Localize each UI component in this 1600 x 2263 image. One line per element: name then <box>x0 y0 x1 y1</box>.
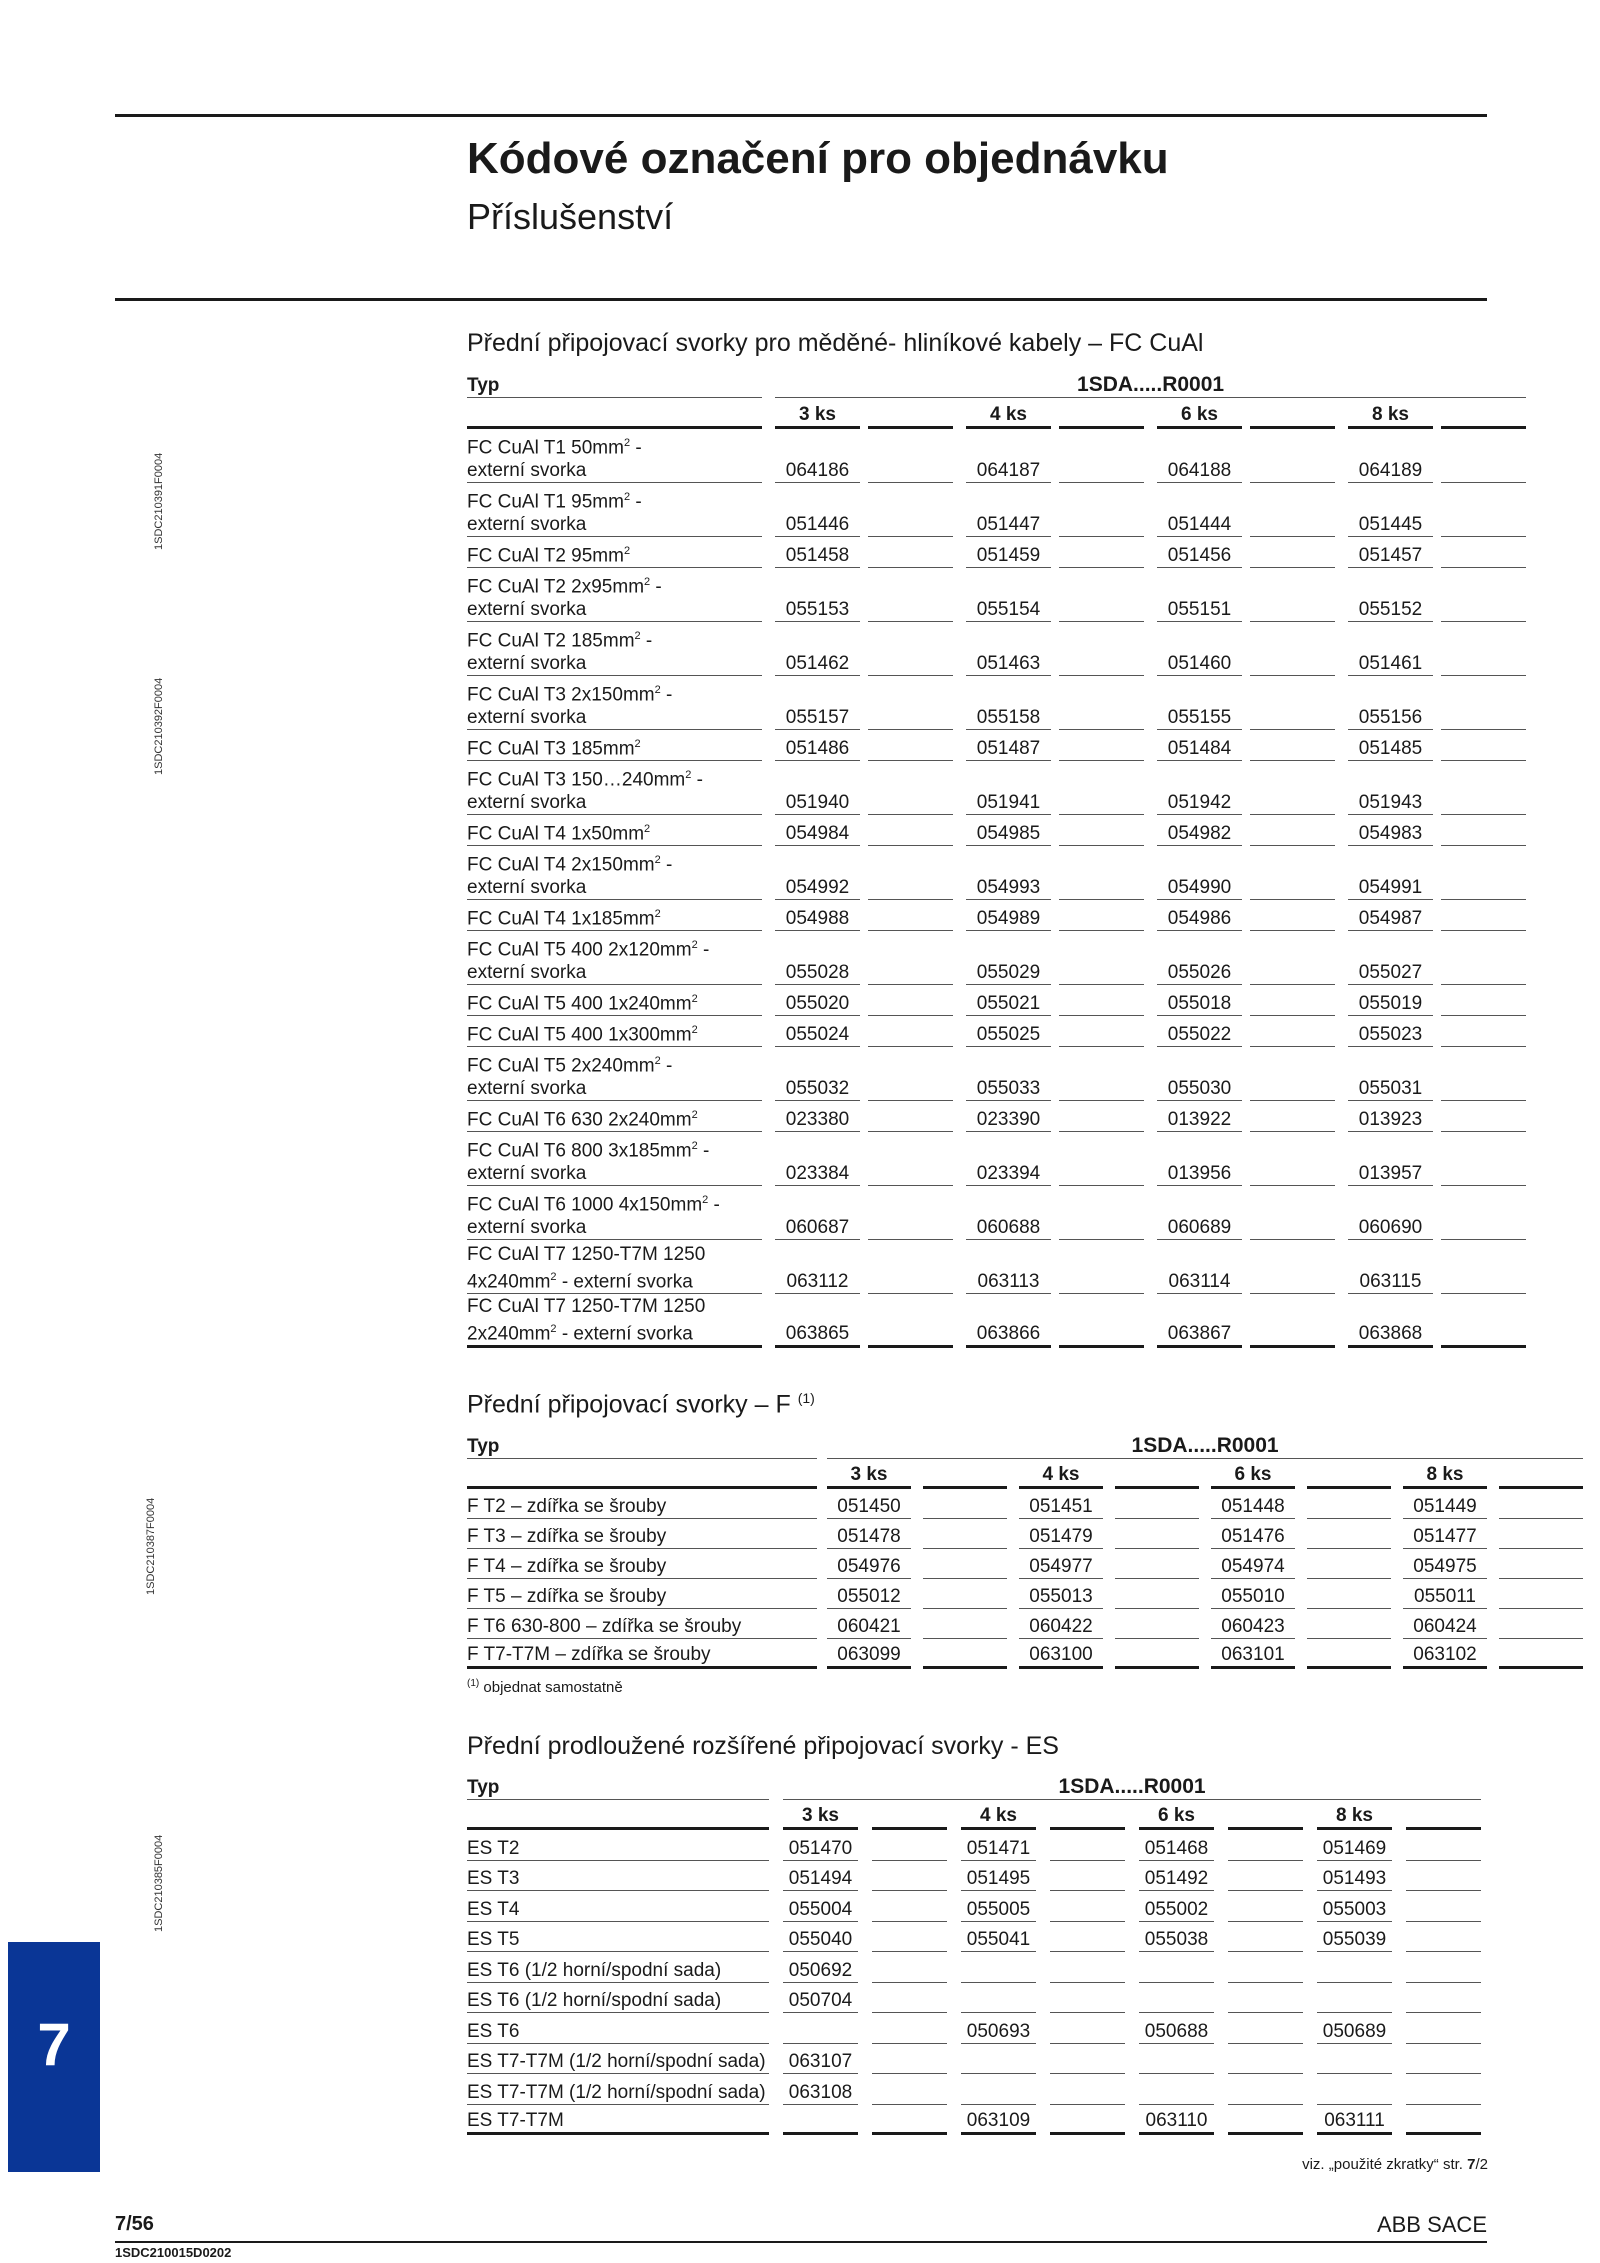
column-header-qty: 3 ks <box>783 1800 858 1830</box>
order-code: 051479 <box>1019 1519 1103 1549</box>
order-code <box>1317 1952 1392 1983</box>
order-code: 051469 <box>1317 1830 1392 1861</box>
order-code: 055158 <box>966 676 1051 730</box>
order-code: 051462 <box>775 622 860 676</box>
row-type: FC CuAl T4 $1x185mm^2$ <box>467 900 762 931</box>
order-code: 055030 <box>1157 1047 1242 1101</box>
order-code: 055018 <box>1157 985 1242 1016</box>
side-code: 1SDC210385F0004 <box>153 1834 165 1932</box>
table-row <box>467 1186 1526 1240</box>
table-row <box>467 1922 1481 1953</box>
typ-header: Typ <box>467 1770 769 1800</box>
order-code: 063107 <box>783 2044 858 2075</box>
order-code: 063868 <box>1348 1294 1433 1348</box>
order-code: 063867 <box>1157 1294 1242 1348</box>
order-code: 063102 <box>1403 1639 1487 1669</box>
order-code: 054976 <box>827 1549 911 1579</box>
order-code: 060421 <box>827 1609 911 1639</box>
table-row <box>467 622 1526 676</box>
order-code: 063865 <box>775 1294 860 1348</box>
order-code <box>961 1983 1036 2014</box>
chapter-tab-number: 7 <box>37 2011 71 2078</box>
order-code: 013957 <box>1348 1132 1433 1186</box>
order-code: 051447 <box>966 483 1051 537</box>
row-type: ES T3 <box>467 1861 769 1892</box>
row-type: ES T5 <box>467 1922 769 1953</box>
order-code: 051487 <box>966 730 1051 761</box>
row-type: FC CuAl T3 $185mm^2$ <box>467 730 762 761</box>
row-type: ES T7-T7M <box>467 2105 769 2136</box>
order-code: 051478 <box>827 1519 911 1549</box>
table-row <box>467 2105 1481 2136</box>
order-code: 023390 <box>966 1101 1051 1132</box>
section-title: Přední připojovací svorky – F $^{(1)}$ <box>467 1390 815 1419</box>
order-code: 013956 <box>1157 1132 1242 1186</box>
table-row <box>467 1579 1583 1609</box>
code-header: 1SDA.....R0001 <box>783 1770 1481 1800</box>
table-row <box>467 1891 1481 1922</box>
order-code: 054984 <box>775 815 860 846</box>
row-type: ES T7-T7M (1/2 horní/spodní sada) <box>467 2074 769 2105</box>
order-code: 055010 <box>1211 1579 1295 1609</box>
column-header-qty: 4 ks <box>1019 1459 1103 1489</box>
order-code: 055153 <box>775 568 860 622</box>
order-code: 055019 <box>1348 985 1433 1016</box>
order-code: 023384 <box>775 1132 860 1186</box>
row-type: FC CuAl T4 $1x50mm^2$ <box>467 815 762 846</box>
order-code: 055013 <box>1019 1579 1103 1609</box>
row-type: F T2 – zdířka se šrouby <box>467 1489 817 1519</box>
table-row <box>467 537 1526 568</box>
column-header-qty: 8 ks <box>1348 398 1433 429</box>
order-code <box>1317 2074 1392 2105</box>
order-code: 063111 <box>1317 2105 1392 2136</box>
order-code: 063112 <box>775 1240 860 1294</box>
order-code: 060423 <box>1211 1609 1295 1639</box>
table-row <box>467 1861 1481 1892</box>
order-code: 050692 <box>783 1952 858 1983</box>
table-row <box>467 676 1526 730</box>
order-code: 051940 <box>775 761 860 815</box>
column-header-qty: 6 ks <box>1139 1800 1214 1830</box>
page-subtitle: Příslušenství <box>467 196 674 237</box>
table-row <box>467 1016 1526 1047</box>
order-code: 055027 <box>1348 931 1433 985</box>
order-code: 055023 <box>1348 1016 1433 1047</box>
row-type: FC CuAl T5 400 $1x300mm^2$ <box>467 1016 762 1047</box>
table-row <box>467 2013 1481 2044</box>
order-code: 051445 <box>1348 483 1433 537</box>
table-row <box>467 483 1526 537</box>
order-code: 055152 <box>1348 568 1433 622</box>
order-code: 054975 <box>1403 1549 1487 1579</box>
order-code: 055002 <box>1139 1891 1214 1922</box>
order-table-fc-cual <box>467 368 1526 1348</box>
order-code: 055033 <box>966 1047 1051 1101</box>
order-code: 013922 <box>1157 1101 1242 1132</box>
page-title: Kódové označení pro objednávku <box>467 134 1169 183</box>
table-row <box>467 985 1526 1016</box>
table-row <box>467 1047 1526 1101</box>
order-code: 051444 <box>1157 483 1242 537</box>
row-type: FC CuAl T5 400 $1x240mm^2$ <box>467 985 762 1016</box>
code-header: 1SDA.....R0001 <box>827 1428 1583 1459</box>
order-code: 055040 <box>783 1922 858 1953</box>
order-code: 051494 <box>783 1861 858 1892</box>
order-code: 063114 <box>1157 1240 1242 1294</box>
order-code: 063101 <box>1211 1639 1295 1669</box>
order-code: 055154 <box>966 568 1051 622</box>
order-code: 060422 <box>1019 1609 1103 1639</box>
row-type: FC CuAl T5 $2x240mm^2$ - externí svorka <box>467 1047 762 1101</box>
order-code: 055041 <box>961 1922 1036 1953</box>
table-row <box>467 900 1526 931</box>
column-header-qty: 8 ks <box>1317 1800 1392 1830</box>
order-code <box>961 2044 1036 2075</box>
order-code: 051446 <box>775 483 860 537</box>
table-row <box>467 1132 1526 1186</box>
order-code: 051941 <box>966 761 1051 815</box>
order-code: 055012 <box>827 1579 911 1609</box>
row-type: FC CuAl T1 $95mm^2$ - externí svorka <box>467 483 762 537</box>
top-rule <box>115 114 1487 117</box>
order-table-es <box>467 1770 1481 2135</box>
order-code: 051495 <box>961 1861 1036 1892</box>
order-code <box>961 1952 1036 1983</box>
order-code: 013923 <box>1348 1101 1433 1132</box>
order-code: 055020 <box>775 985 860 1016</box>
side-code: 1SDC210392F0004 <box>153 677 165 775</box>
column-header-qty: 4 ks <box>966 398 1051 429</box>
order-code: 055004 <box>783 1891 858 1922</box>
section-title: Přední prodloužené rozšířené připojovací svorky - ES <box>467 1732 1059 1760</box>
row-type: FC CuAl T3 $150\dots 240mm^2$ - externí svorka <box>467 761 762 815</box>
order-code: 051461 <box>1348 622 1433 676</box>
order-code: 054993 <box>966 846 1051 900</box>
order-code: 055039 <box>1317 1922 1392 1953</box>
order-code: 063100 <box>1019 1639 1103 1669</box>
document-code: 1SDC210015D0202 <box>115 2245 232 2260</box>
page-number: 7/56 <box>115 2213 154 2235</box>
order-code: 064189 <box>1348 429 1433 483</box>
row-type: ES T6 (1/2 horní/spodní sada) <box>467 1983 769 2014</box>
column-header-qty: 4 ks <box>961 1800 1036 1830</box>
order-code: 050689 <box>1317 2013 1392 2044</box>
order-code: 054977 <box>1019 1549 1103 1579</box>
order-code: 051471 <box>961 1830 1036 1861</box>
table-row <box>467 1294 1526 1348</box>
order-code: 054990 <box>1157 846 1242 900</box>
row-type: ES T6 (1/2 horní/spodní sada) <box>467 1952 769 1983</box>
row-type: FC CuAl T2 $95mm^2$ <box>467 537 762 568</box>
header-bottom-rule <box>115 298 1487 301</box>
order-code: 055156 <box>1348 676 1433 730</box>
order-code: 063099 <box>827 1639 911 1669</box>
table-row <box>467 931 1526 985</box>
order-code: 051460 <box>1157 622 1242 676</box>
order-code: 051448 <box>1211 1489 1295 1519</box>
row-type: FC CuAl T7 1250-T7M 1250 $2x240mm^2$ - externí svorka <box>467 1294 762 1348</box>
row-type: F T5 – zdířka se šrouby <box>467 1579 817 1609</box>
footnote: $^{(1)}$ objednat samostatně <box>467 1678 623 1696</box>
order-code: 063109 <box>961 2105 1036 2136</box>
order-table-f <box>467 1428 1583 1669</box>
order-code: 051451 <box>1019 1489 1103 1519</box>
order-code: 054991 <box>1348 846 1433 900</box>
order-code: 051492 <box>1139 1861 1214 1892</box>
order-code: 055151 <box>1157 568 1242 622</box>
table-row <box>467 1549 1583 1579</box>
order-code <box>961 2074 1036 2105</box>
code-header: 1SDA.....R0001 <box>775 368 1526 398</box>
order-code: 054992 <box>775 846 860 900</box>
order-code: 060687 <box>775 1186 860 1240</box>
order-code: 051470 <box>783 1830 858 1861</box>
order-code: 055011 <box>1403 1579 1487 1609</box>
order-code: 051943 <box>1348 761 1433 815</box>
row-type: F T7-T7M – zdířka se šrouby <box>467 1639 817 1669</box>
order-code: 051493 <box>1317 1861 1392 1892</box>
order-code: 055005 <box>961 1891 1036 1922</box>
reference-note: viz. „použité zkratky“ str. 7/2 <box>1302 2156 1488 2173</box>
table-row <box>467 815 1526 846</box>
table-row <box>467 1101 1526 1132</box>
order-code: 055028 <box>775 931 860 985</box>
order-code: 063113 <box>966 1240 1051 1294</box>
table-row <box>467 1240 1526 1294</box>
table-row <box>467 1519 1583 1549</box>
order-code: 064188 <box>1157 429 1242 483</box>
row-type: F T4 – zdířka se šrouby <box>467 1549 817 1579</box>
order-code: 051485 <box>1348 730 1433 761</box>
order-code: 054989 <box>966 900 1051 931</box>
row-type: FC CuAl T6 800 $3x185mm^2$ - externí svorka <box>467 1132 762 1186</box>
column-header-qty: 6 ks <box>1211 1459 1295 1489</box>
order-code: 050704 <box>783 1983 858 2014</box>
order-code: 054988 <box>775 900 860 931</box>
order-code: 055003 <box>1317 1891 1392 1922</box>
order-code <box>1317 2044 1392 2075</box>
order-code: 055025 <box>966 1016 1051 1047</box>
order-code: 055038 <box>1139 1922 1214 1953</box>
table-row <box>467 1489 1583 1519</box>
order-code: 063108 <box>783 2074 858 2105</box>
row-type: FC CuAl T2 $2x95mm^2$ - externí svorka <box>467 568 762 622</box>
order-code: 055157 <box>775 676 860 730</box>
table-row <box>467 2044 1481 2075</box>
brand-name: ABB SACE <box>1376 2212 1487 2237</box>
order-code: 051942 <box>1157 761 1242 815</box>
order-code: 050688 <box>1139 2013 1214 2044</box>
order-code: 051450 <box>827 1489 911 1519</box>
table-row <box>467 761 1526 815</box>
table-row <box>467 846 1526 900</box>
order-code: 055031 <box>1348 1047 1433 1101</box>
table-row <box>467 1609 1583 1639</box>
order-code: 051456 <box>1157 537 1242 568</box>
footer-rule <box>115 2241 1487 2243</box>
order-code: 023380 <box>775 1101 860 1132</box>
table-row <box>467 730 1526 761</box>
order-code: 054986 <box>1157 900 1242 931</box>
order-code: 023394 <box>966 1132 1051 1186</box>
column-header-qty: 8 ks <box>1403 1459 1487 1489</box>
order-code: 051484 <box>1157 730 1242 761</box>
order-code: 060690 <box>1348 1186 1433 1240</box>
order-code <box>1139 2044 1214 2075</box>
order-code: 051486 <box>775 730 860 761</box>
order-code: 063110 <box>1139 2105 1214 2136</box>
table-row <box>467 1983 1481 2014</box>
row-type: FC CuAl T6 1000 $4x150mm^2$ - externí svorka <box>467 1186 762 1240</box>
row-type: FC CuAl T3 $2x150mm^2$ - externí svorka <box>467 676 762 730</box>
order-code: 055032 <box>775 1047 860 1101</box>
column-header-qty: 6 ks <box>1157 398 1242 429</box>
row-type: F T3 – zdířka se šrouby <box>467 1519 817 1549</box>
order-code <box>783 2013 858 2044</box>
table-row <box>467 1952 1481 1983</box>
order-code: 064186 <box>775 429 860 483</box>
order-code: 054983 <box>1348 815 1433 846</box>
side-code: 1SDC210387F0004 <box>145 1497 157 1595</box>
order-code: 055029 <box>966 931 1051 985</box>
typ-header: Typ <box>467 368 762 398</box>
table-row <box>467 568 1526 622</box>
order-code: 051476 <box>1211 1519 1295 1549</box>
order-code: 063866 <box>966 1294 1051 1348</box>
side-code: 1SDC210391F0004 <box>153 452 165 550</box>
row-type: FC CuAl T2 $185mm^2$ - externí svorka <box>467 622 762 676</box>
order-code: 051458 <box>775 537 860 568</box>
table-row <box>467 429 1526 483</box>
row-type: FC CuAl T4 $2x150mm^2$ - externí svorka <box>467 846 762 900</box>
order-code <box>783 2105 858 2136</box>
typ-header: Typ <box>467 1428 817 1459</box>
order-code: 051459 <box>966 537 1051 568</box>
column-header-qty: 3 ks <box>775 398 860 429</box>
row-type: FC CuAl T7 1250-T7M 1250 $4x240mm^2$ - externí svorka <box>467 1240 762 1294</box>
row-type: ES T7-T7M (1/2 horní/spodní sada) <box>467 2044 769 2075</box>
order-code: 055024 <box>775 1016 860 1047</box>
column-header-qty: 3 ks <box>827 1459 911 1489</box>
row-type: FC CuAl T5 400 $2x120mm^2$ - externí svorka <box>467 931 762 985</box>
order-code: 055022 <box>1157 1016 1242 1047</box>
table-row <box>467 2074 1481 2105</box>
order-code <box>1139 2074 1214 2105</box>
order-code: 050693 <box>961 2013 1036 2044</box>
order-code: 060424 <box>1403 1609 1487 1639</box>
order-code: 054982 <box>1157 815 1242 846</box>
row-type: F T6 630-800 – zdířka se šrouby <box>467 1609 817 1639</box>
row-type: ES T6 <box>467 2013 769 2044</box>
order-code: 051468 <box>1139 1830 1214 1861</box>
table-row <box>467 1639 1583 1669</box>
row-type: FC CuAl T1 $50mm^2$ - externí svorka <box>467 429 762 483</box>
order-code: 063115 <box>1348 1240 1433 1294</box>
row-type: FC CuAl T6 630 $2x240mm^2$ <box>467 1101 762 1132</box>
table-row <box>467 1830 1481 1861</box>
row-type: ES T2 <box>467 1830 769 1861</box>
order-code: 064187 <box>966 429 1051 483</box>
order-code: 060688 <box>966 1186 1051 1240</box>
order-code: 055021 <box>966 985 1051 1016</box>
row-type: ES T4 <box>467 1891 769 1922</box>
section-title: Přední připojovací svorky pro měděné- hliníkové kabely – FC CuAl <box>467 329 1204 357</box>
order-code: 051463 <box>966 622 1051 676</box>
order-code: 055155 <box>1157 676 1242 730</box>
order-code: 054985 <box>966 815 1051 846</box>
order-code: 055026 <box>1157 931 1242 985</box>
order-code: 054974 <box>1211 1549 1295 1579</box>
order-code <box>1317 1983 1392 2014</box>
order-code: 051477 <box>1403 1519 1487 1549</box>
order-code: 051449 <box>1403 1489 1487 1519</box>
order-code: 060689 <box>1157 1186 1242 1240</box>
order-code <box>1139 1983 1214 2014</box>
order-code: 051457 <box>1348 537 1433 568</box>
order-code: 054987 <box>1348 900 1433 931</box>
order-code <box>1139 1952 1214 1983</box>
